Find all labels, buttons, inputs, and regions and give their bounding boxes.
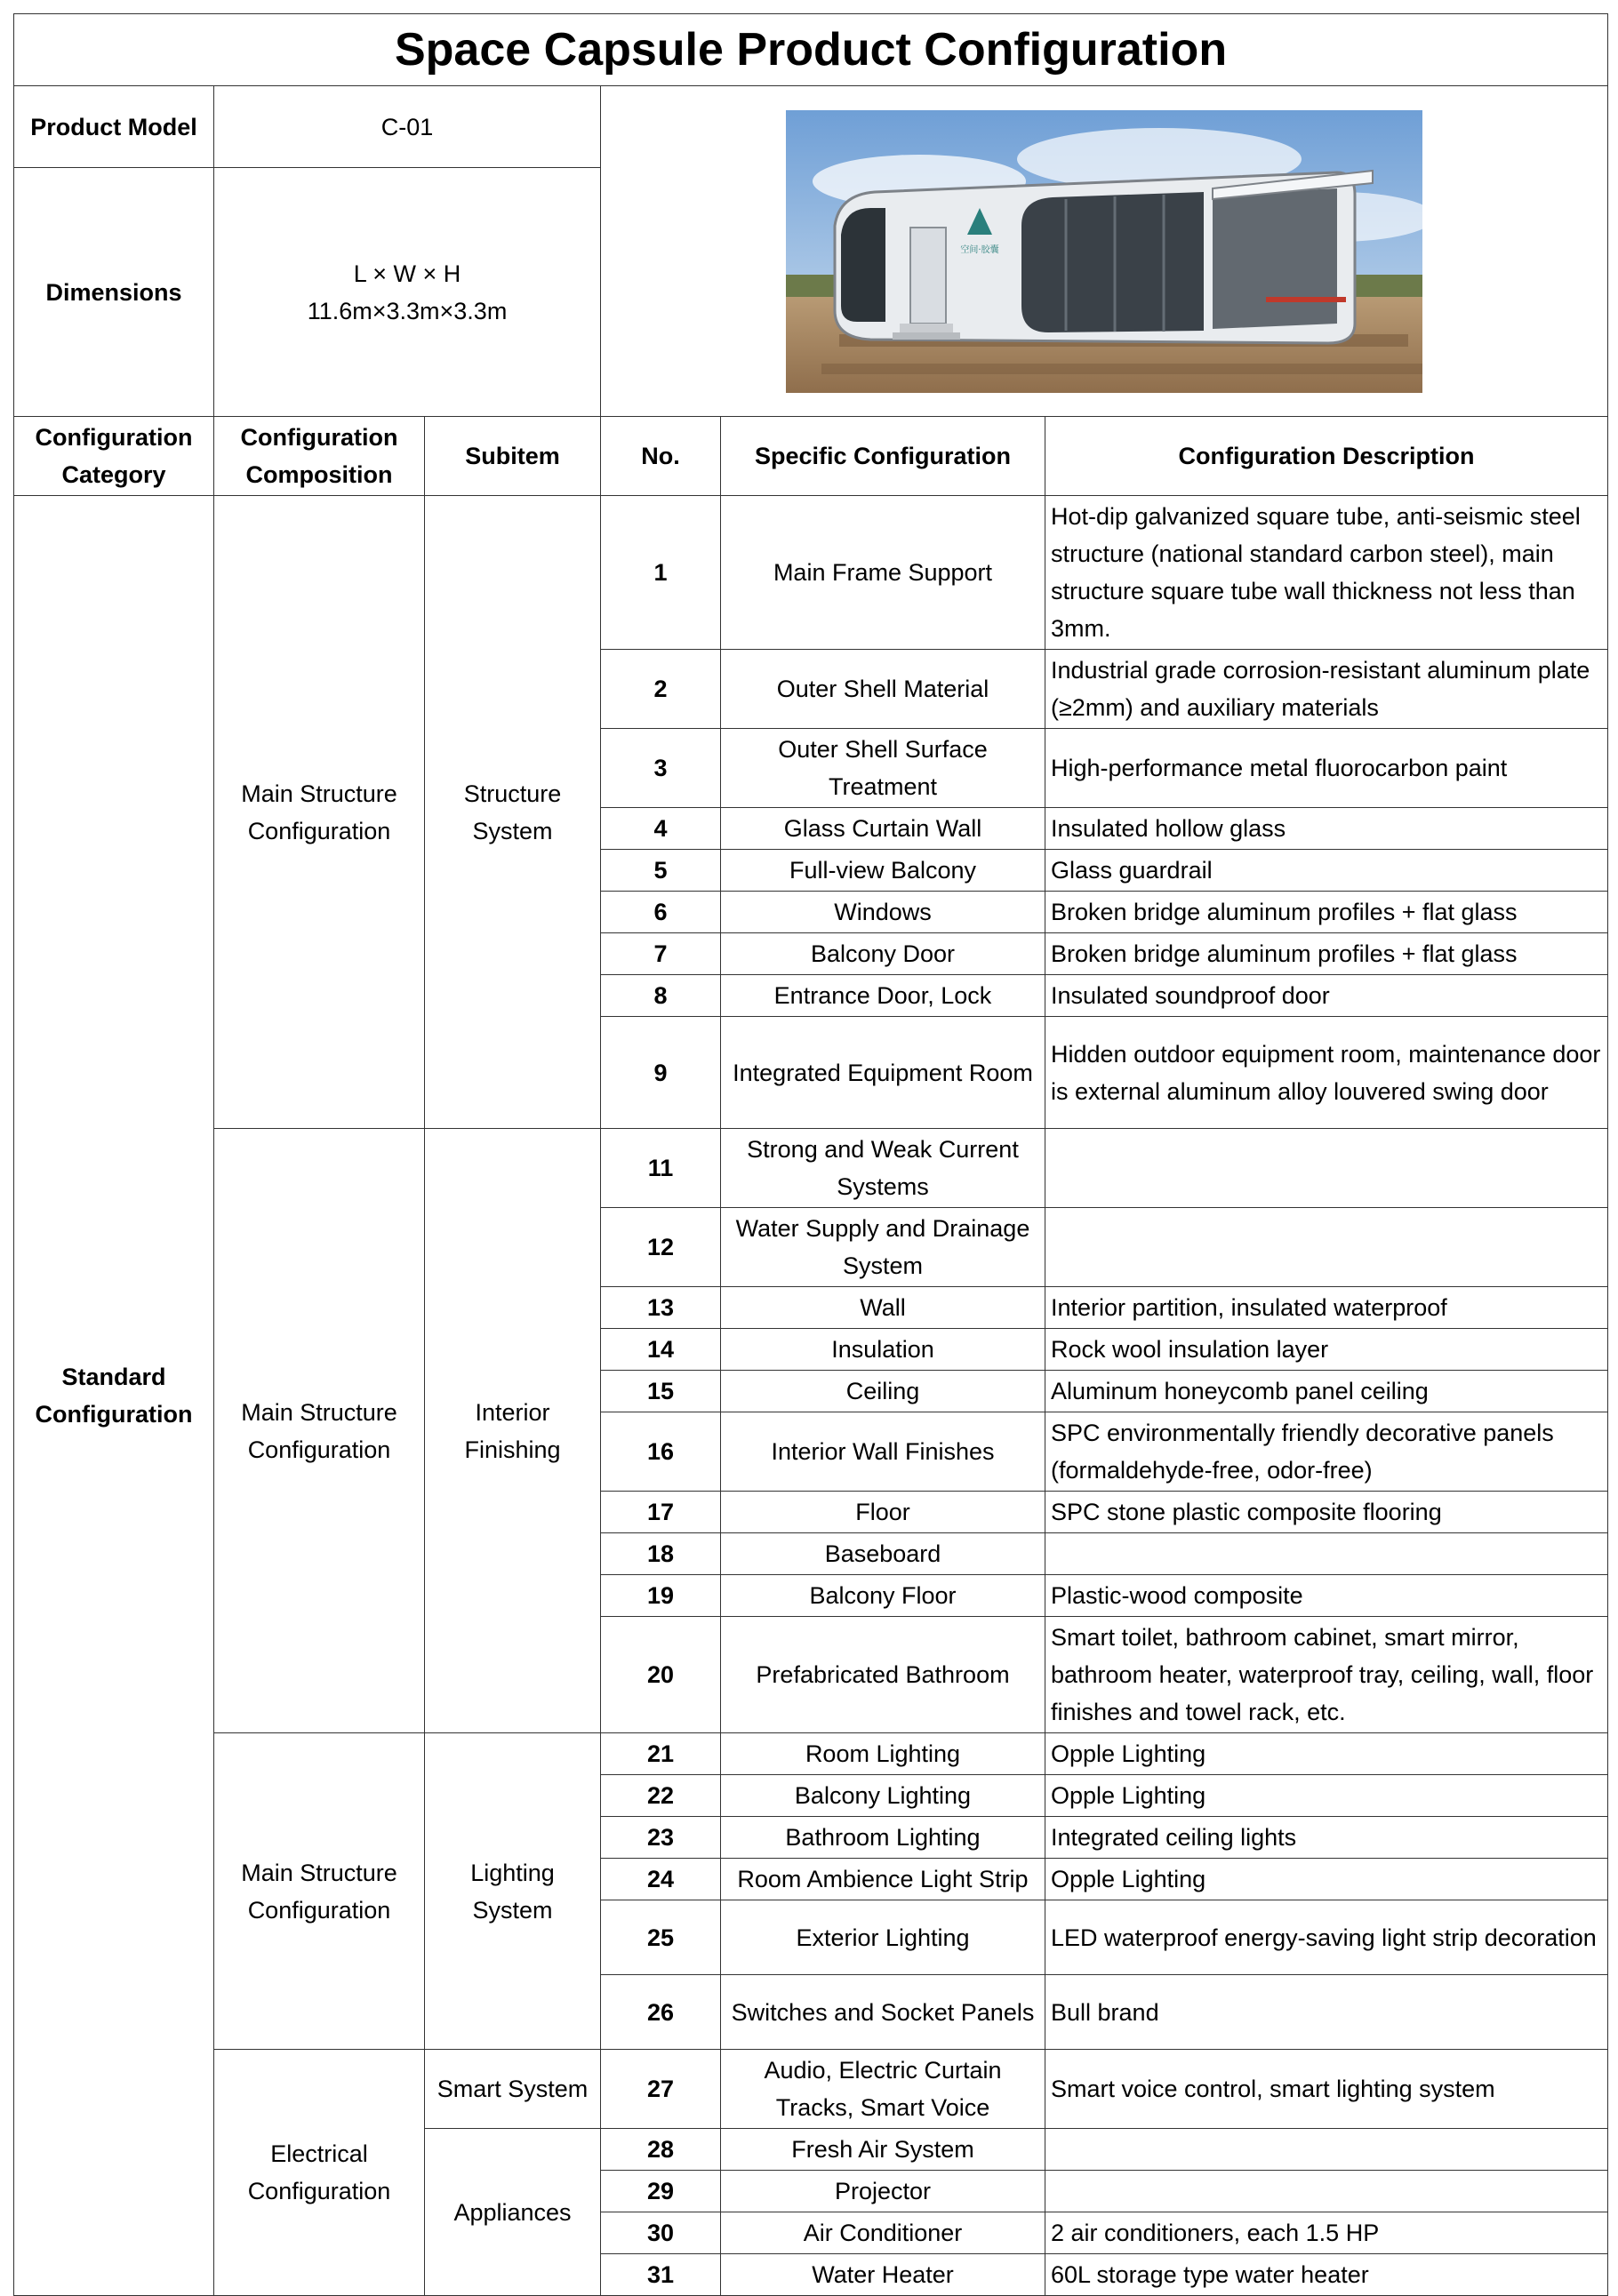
row-no: 19 <box>601 1575 721 1617</box>
row-specific: Wall <box>721 1287 1045 1329</box>
row-description: Insulated soundproof door <box>1045 975 1608 1017</box>
configuration-table <box>13 13 1608 2296</box>
header-subitem: Subitem <box>425 417 601 496</box>
product-model-value: C-01 <box>214 86 601 168</box>
row-specific: Air Conditioner <box>721 2212 1045 2254</box>
row-description: Smart toilet, bathroom cabinet, smart mirror, bathroom heater, waterproof tray, ceiling, wall, floor finishes and towel rack, etc. <box>1045 1617 1608 1733</box>
header-category: Configuration Category <box>14 417 214 496</box>
row-description: Glass guardrail <box>1045 850 1608 892</box>
row-specific: Floor <box>721 1492 1045 1533</box>
row-description: Broken bridge aluminum profiles + flat glass <box>1045 933 1608 975</box>
row-specific: Room Ambience Light Strip <box>721 1859 1045 1900</box>
subitem-cell: Structure System <box>425 496 601 1129</box>
row-no: 31 <box>601 2254 721 2296</box>
row-no: 17 <box>601 1492 721 1533</box>
row-description: Opple Lighting <box>1045 1775 1608 1817</box>
row-description: SPC environmentally friendly decorative panels (formaldehyde-free, odor-free) <box>1045 1412 1608 1492</box>
row-description: SPC stone plastic composite flooring <box>1045 1492 1608 1533</box>
row-description: Smart voice control, smart lighting system <box>1045 2050 1608 2129</box>
row-description: Opple Lighting <box>1045 1733 1608 1775</box>
row-specific: Full-view Balcony <box>721 850 1045 892</box>
row-no: 6 <box>601 892 721 933</box>
row-specific: Baseboard <box>721 1533 1045 1575</box>
header-no: No. <box>601 417 721 496</box>
row-no: 28 <box>601 2129 721 2171</box>
row-specific: Outer Shell Material <box>721 650 1045 729</box>
row-specific: Exterior Lighting <box>721 1900 1045 1975</box>
subitem-cell: Interior Finishing <box>425 1129 601 1733</box>
row-specific: Bathroom Lighting <box>721 1817 1045 1859</box>
row-no: 26 <box>601 1975 721 2050</box>
row-description: Integrated ceiling lights <box>1045 1817 1608 1859</box>
row-no: 27 <box>601 2050 721 2129</box>
dimensions-formula: L × W × H <box>353 260 461 287</box>
row-specific: Insulation <box>721 1329 1045 1371</box>
row-no: 24 <box>601 1859 721 1900</box>
row-no: 9 <box>601 1017 721 1129</box>
row-description: LED waterproof energy-saving light strip decoration <box>1045 1900 1608 1975</box>
row-specific: Ceiling <box>721 1371 1045 1412</box>
row-description: Broken bridge aluminum profiles + flat glass <box>1045 892 1608 933</box>
composition-cell: Main Structure Configuration <box>214 1129 425 1733</box>
row-no: 18 <box>601 1533 721 1575</box>
row-no: 4 <box>601 808 721 850</box>
row-specific: Main Frame Support <box>721 496 1045 650</box>
composition-cell: Main Structure Configuration <box>214 1733 425 2050</box>
subitem-cell: Lighting System <box>425 1733 601 2050</box>
row-specific: Outer Shell Surface Treatment <box>721 729 1045 808</box>
header-specific: Specific Configuration <box>721 417 1045 496</box>
row-description: Industrial grade corrosion-resistant aluminum plate (≥2mm) and auxiliary materials <box>1045 650 1608 729</box>
configuration-sheet <box>13 13 1607 2296</box>
row-no: 23 <box>601 1817 721 1859</box>
row-specific: Glass Curtain Wall <box>721 808 1045 850</box>
subitem-cell: Smart System <box>425 2050 601 2129</box>
row-description <box>1045 1129 1608 1208</box>
row-no: 16 <box>601 1412 721 1492</box>
row-description: Rock wool insulation layer <box>1045 1329 1608 1371</box>
svg-text:空间·胶囊: 空间·胶囊 <box>960 244 999 255</box>
row-specific: Water Heater <box>721 2254 1045 2296</box>
row-no: 25 <box>601 1900 721 1975</box>
composition-cell: Electrical Configuration <box>214 2050 425 2296</box>
row-specific: Switches and Socket Panels <box>721 1975 1045 2050</box>
row-specific: Audio, Electric Curtain Tracks, Smart Voice <box>721 2050 1045 2129</box>
row-specific: Fresh Air System <box>721 2129 1045 2171</box>
row-specific: Projector <box>721 2171 1045 2212</box>
row-specific: Room Lighting <box>721 1733 1045 1775</box>
table-row <box>14 2050 1608 2129</box>
product-photo-cell <box>601 86 1608 417</box>
dimensions-label: Dimensions <box>14 168 214 417</box>
row-no: 5 <box>601 850 721 892</box>
row-specific: Balcony Floor <box>721 1575 1045 1617</box>
header-description: Configuration Description <box>1045 417 1608 496</box>
row-specific: Windows <box>721 892 1045 933</box>
row-specific: Strong and Weak Current Systems <box>721 1129 1045 1208</box>
row-description: 2 air conditioners, each 1.5 HP <box>1045 2212 1608 2254</box>
row-specific: Balcony Lighting <box>721 1775 1045 1817</box>
row-description <box>1045 2129 1608 2171</box>
row-no: 1 <box>601 496 721 650</box>
row-description: High-performance metal fluorocarbon paint <box>1045 729 1608 808</box>
row-no: 21 <box>601 1733 721 1775</box>
row-no: 12 <box>601 1208 721 1287</box>
row-description <box>1045 1533 1608 1575</box>
row-no: 7 <box>601 933 721 975</box>
row-no: 30 <box>601 2212 721 2254</box>
row-no: 13 <box>601 1287 721 1329</box>
product-model-label: Product Model <box>14 86 214 168</box>
subitem-cell: Appliances <box>425 2129 601 2296</box>
row-no: 22 <box>601 1775 721 1817</box>
row-no: 20 <box>601 1617 721 1733</box>
row-no: 14 <box>601 1329 721 1371</box>
row-specific: Integrated Equipment Room <box>721 1017 1045 1129</box>
row-description: Bull brand <box>1045 1975 1608 2050</box>
row-description <box>1045 2171 1608 2212</box>
row-description: Hot-dip galvanized square tube, anti-seismic steel structure (national standard carbon steel), main structure square tube wall thickness not less than 3mm. <box>1045 496 1608 650</box>
row-description: Plastic-wood composite <box>1045 1575 1608 1617</box>
row-description: Interior partition, insulated waterproof <box>1045 1287 1608 1329</box>
row-description: Hidden outdoor equipment room, maintenance door is external aluminum alloy louvered swing door <box>1045 1017 1608 1129</box>
row-no: 29 <box>601 2171 721 2212</box>
row-description: 60L storage type water heater <box>1045 2254 1608 2296</box>
row-description: Opple Lighting <box>1045 1859 1608 1900</box>
page-title: Space Capsule Product Configuration <box>14 14 1608 86</box>
header-composition: Configuration Composition <box>214 417 425 496</box>
space-capsule-photo <box>786 110 1422 393</box>
row-no: 3 <box>601 729 721 808</box>
row-description: Insulated hollow glass <box>1045 808 1608 850</box>
row-specific: Prefabricated Bathroom <box>721 1617 1045 1733</box>
category-cell: Standard Configuration <box>14 496 214 2296</box>
dimensions-value <box>214 168 601 417</box>
row-no: 8 <box>601 975 721 1017</box>
row-no: 11 <box>601 1129 721 1208</box>
row-no: 15 <box>601 1371 721 1412</box>
table-row <box>14 1733 1608 1775</box>
row-specific: Balcony Door <box>721 933 1045 975</box>
row-description: Aluminum honeycomb panel ceiling <box>1045 1371 1608 1412</box>
composition-cell: Main Structure Configuration <box>214 496 425 1129</box>
row-specific: Water Supply and Drainage System <box>721 1208 1045 1287</box>
dimensions-measurements: 11.6m×3.3m×3.3m <box>307 297 508 324</box>
table-row <box>14 1129 1608 1208</box>
row-description <box>1045 1208 1608 1287</box>
row-specific: Entrance Door, Lock <box>721 975 1045 1017</box>
row-specific: Interior Wall Finishes <box>721 1412 1045 1492</box>
row-no: 2 <box>601 650 721 729</box>
